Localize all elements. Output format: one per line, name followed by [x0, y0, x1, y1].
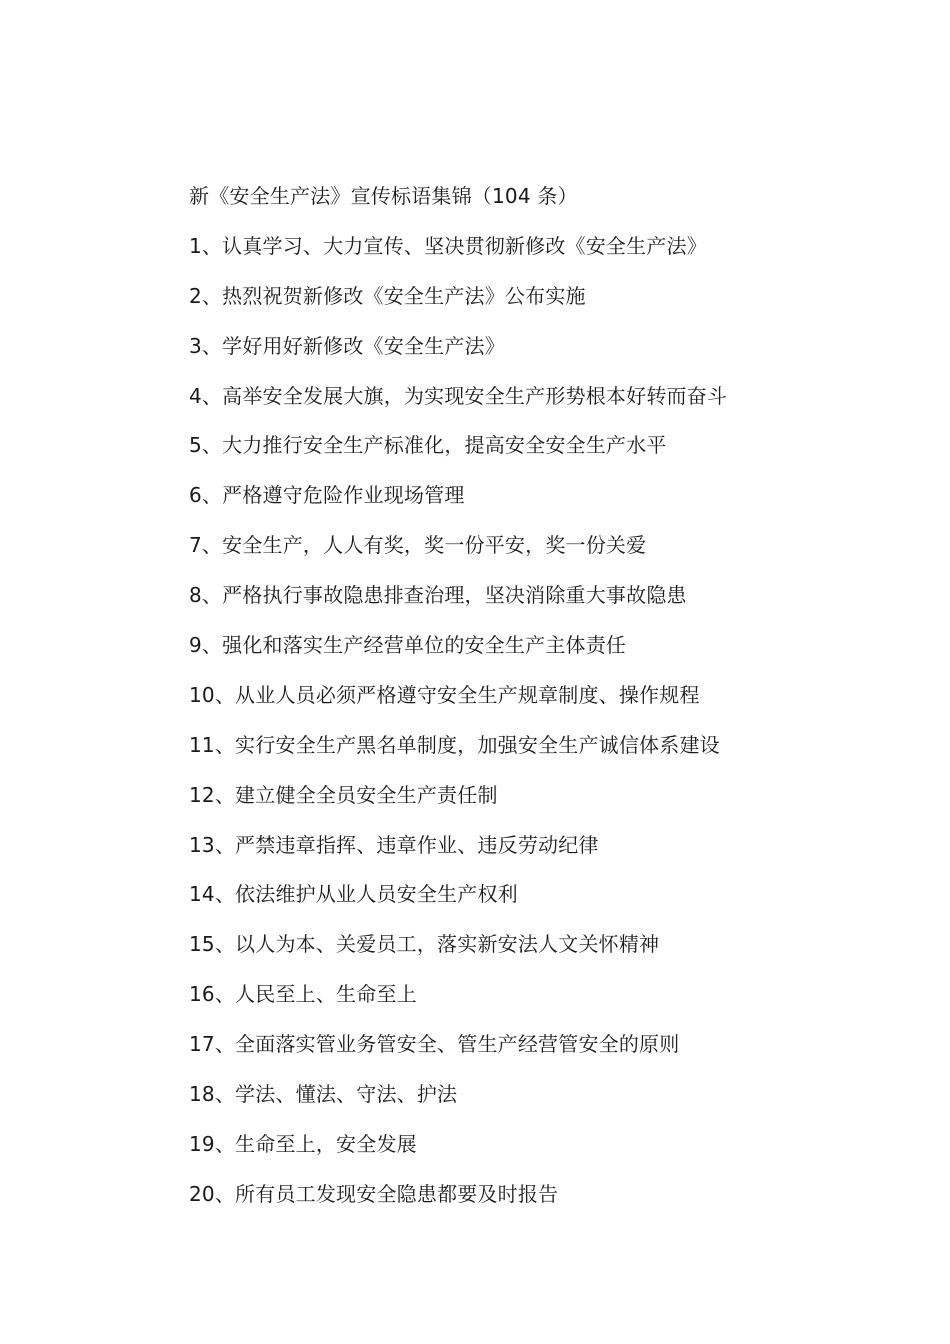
slogan-item: 9、强化和落实生产经营单位的安全生产主体责任	[189, 633, 627, 658]
document-body	[189, 180, 889, 1228]
slogan-item: 18、学法、懂法、守法、护法	[189, 1082, 458, 1107]
slogan-item: 17、全面落实管业务管安全、管生产经营管安全的原则	[189, 1032, 680, 1057]
slogan-item: 6、严格遵守危险作业现场管理	[189, 483, 465, 508]
slogan-item: 3、学好用好新修改《安全生产法》	[189, 333, 505, 358]
slogan-item: 11、实行安全生产黑名单制度，加强安全生产诚信体系建设	[189, 732, 720, 757]
slogan-item: 5、大力推行安全生产标准化，提高安全安全生产水平	[189, 433, 667, 458]
slogan-item: 10、从业人员必须严格遵守安全生产规章制度、操作规程	[189, 682, 700, 707]
slogan-item: 14、依法维护从业人员安全生产权利	[189, 882, 518, 907]
slogan-item: 15、以人为本、关爱员工，落实新安法人文关怀精神	[189, 932, 660, 957]
slogan-item: 12、建立健全全员安全生产责任制	[189, 782, 498, 807]
slogan-item: 4、高举安全发展大旗，为实现安全生产形势根本好转而奋斗	[189, 383, 728, 408]
slogan-item: 13、严禁违章指挥、违章作业、违反劳动纪律	[189, 832, 599, 857]
slogan-item: 2、热烈祝贺新修改《安全生产法》公布实施	[189, 283, 586, 308]
slogan-item: 19、生命至上，安全发展	[189, 1131, 417, 1156]
slogan-item: 8、严格执行事故隐患排查治理，坚决消除重大事故隐患	[189, 583, 687, 608]
slogan-item: 20、所有员工发现安全隐患都要及时报告	[189, 1181, 559, 1206]
slogan-item: 7、安全生产，人人有奖，奖一份平安，奖一份关爱	[189, 533, 647, 558]
document-title: 新《安全生产法》宣传标语集锦（104 条）	[189, 184, 578, 208]
slogan-item: 1、认真学习、大力宣传、坚决贯彻新修改《安全生产法》	[189, 233, 707, 258]
slogan-item: 16、人民至上、生命至上	[189, 982, 417, 1007]
